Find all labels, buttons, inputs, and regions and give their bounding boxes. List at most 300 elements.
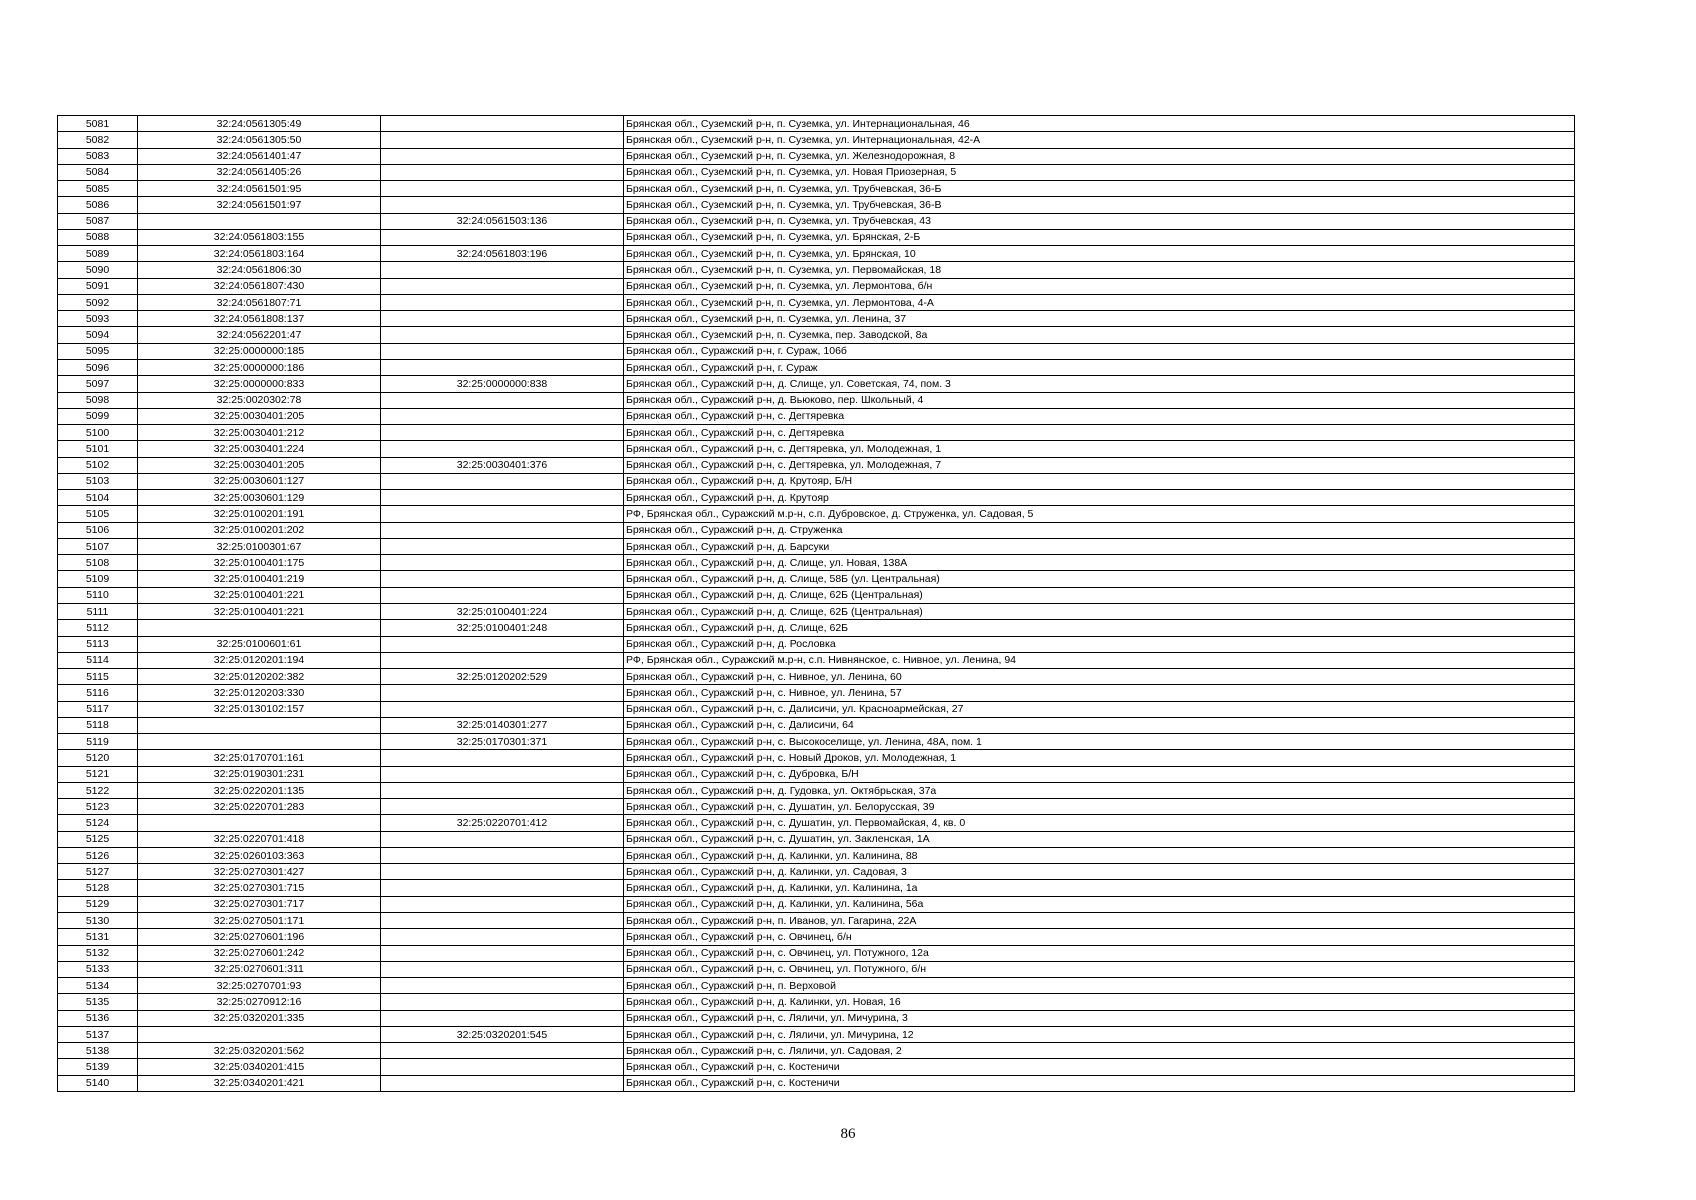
related-cadastral-number-cell [381,555,624,571]
related-cadastral-number-cell [381,197,624,213]
row-number-cell: 5126 [58,847,138,863]
row-number-cell: 5119 [58,734,138,750]
related-cadastral-number-cell [381,181,624,197]
address-cell: Брянская обл., Суземский р-н, п. Суземка, ул. Трубчевская, 36-Б [624,181,1575,197]
row-number-cell: 5113 [58,636,138,652]
cadastral-number-cell: 32:24:0561401:47 [138,148,381,164]
table-row [58,311,1575,327]
cadastral-number-cell: 32:24:0562201:47 [138,327,381,343]
related-cadastral-number-cell: 32:24:0561503:136 [381,213,624,229]
address-cell: Брянская обл., Суземский р-н, п. Суземка, ул. Лермонтова, б/н [624,278,1575,294]
address-cell: Брянская обл., Суражский р-н, д. Рословка [624,636,1575,652]
table-row [58,1059,1575,1075]
cadastral-number-cell: 32:24:0561803:164 [138,246,381,262]
table-row [58,555,1575,571]
cadastral-number-cell: 32:25:0320201:562 [138,1043,381,1059]
row-number-cell: 5122 [58,782,138,798]
address-cell: Брянская обл., Суражский р-н, д. Калинки, ул. Новая, 16 [624,994,1575,1010]
related-cadastral-number-cell [381,359,624,375]
address-cell: Брянская обл., Суражский р-н, с. Костеничи [624,1075,1575,1091]
table-row [58,343,1575,359]
cadastral-number-cell: 32:25:0190301:231 [138,766,381,782]
address-cell: Брянская обл., Суземский р-н, п. Суземка, ул. Первомайская, 18 [624,262,1575,278]
cadastral-number-cell: 32:25:0100301:67 [138,538,381,554]
address-cell: Брянская обл., Суражский р-н, д. Слище, ул. Советская, 74, пом. 3 [624,376,1575,392]
address-cell: Брянская обл., Суражский р-н, д. Крутояр [624,490,1575,506]
table-row [58,246,1575,262]
related-cadastral-number-cell [381,148,624,164]
address-cell: Брянская обл., Суземский р-н, п. Суземка, ул. Интернациональная, 46 [624,116,1575,132]
related-cadastral-number-cell [381,1043,624,1059]
cadastral-number-cell: 32:25:0100401:219 [138,571,381,587]
table-row [58,571,1575,587]
cadastral-number-cell: 32:25:0120203:330 [138,685,381,701]
table-row [58,473,1575,489]
cadastral-number-cell: 32:25:0120201:194 [138,652,381,668]
related-cadastral-number-cell: 32:25:0120202:529 [381,669,624,685]
table-row [58,522,1575,538]
cadastral-number-cell: 32:25:0170701:161 [138,750,381,766]
related-cadastral-number-cell: 32:25:0320201:545 [381,1026,624,1042]
row-number-cell: 5110 [58,587,138,603]
cadastral-number-cell [138,620,381,636]
row-number-cell: 5105 [58,506,138,522]
address-cell: Брянская обл., Суражский р-н, п. Иванов, ул. Гагарина, 22А [624,913,1575,929]
row-number-cell: 5115 [58,669,138,685]
address-cell: Брянская обл., Суражский р-н, д. Слище, 62Б (Центральная) [624,603,1575,619]
address-cell: Брянская обл., Суражский р-н, с. Душатин, ул. Первомайская, 4, кв. 0 [624,815,1575,831]
table-row [58,603,1575,619]
related-cadastral-number-cell [381,961,624,977]
row-number-cell: 5133 [58,961,138,977]
cadastral-number-cell: 32:25:0030401:205 [138,408,381,424]
related-cadastral-number-cell [381,685,624,701]
table-row [58,945,1575,961]
related-cadastral-number-cell: 32:25:0030401:376 [381,457,624,473]
related-cadastral-number-cell [381,652,624,668]
cadastral-number-cell [138,213,381,229]
row-number-cell: 5107 [58,538,138,554]
table-row [58,782,1575,798]
page-number: 86 [840,1126,856,1142]
related-cadastral-number-cell: 32:25:0000000:838 [381,376,624,392]
cadastral-number-cell: 32:25:0120202:382 [138,669,381,685]
address-cell: Брянская обл., Суземский р-н, п. Суземка, ул. Ленина, 37 [624,311,1575,327]
cadastral-number-cell: 32:25:0020302:78 [138,392,381,408]
table-row [58,717,1575,733]
table-row [58,831,1575,847]
row-number-cell: 5095 [58,343,138,359]
table-row [58,750,1575,766]
cadastral-number-cell: 32:25:0220201:135 [138,782,381,798]
table-row [58,278,1575,294]
related-cadastral-number-cell [381,538,624,554]
address-cell: Брянская обл., Суражский р-н, д. Барсуки [624,538,1575,554]
row-number-cell: 5104 [58,490,138,506]
row-number-cell: 5086 [58,197,138,213]
cadastral-number-cell: 32:25:0270601:196 [138,929,381,945]
related-cadastral-number-cell [381,766,624,782]
cadastral-number-cell: 32:25:0130102:157 [138,701,381,717]
related-cadastral-number-cell [381,782,624,798]
table-row [58,229,1575,245]
address-cell: Брянская обл., Суражский р-н, с. Дубровка, Б/Н [624,766,1575,782]
cadastral-number-cell: 32:25:0100201:191 [138,506,381,522]
table-row [58,734,1575,750]
related-cadastral-number-cell [381,327,624,343]
related-cadastral-number-cell [381,1075,624,1091]
table-row [58,132,1575,148]
row-number-cell: 5084 [58,164,138,180]
address-cell: Брянская обл., Суражский р-н, с. Дегтяревка, ул. Молодежная, 1 [624,441,1575,457]
table-row [58,262,1575,278]
related-cadastral-number-cell: 32:25:0100401:248 [381,620,624,636]
related-cadastral-number-cell [381,945,624,961]
cadastral-number-cell: 32:25:0100401:221 [138,603,381,619]
register-table-body [58,116,1575,1092]
related-cadastral-number-cell [381,441,624,457]
property-register-table [57,115,1575,1092]
address-cell: Брянская обл., Суражский р-н, с. Дегтяревка [624,408,1575,424]
table-row [58,294,1575,310]
row-number-cell: 5103 [58,473,138,489]
cadastral-number-cell: 32:25:0030401:205 [138,457,381,473]
row-number-cell: 5131 [58,929,138,945]
related-cadastral-number-cell [381,896,624,912]
related-cadastral-number-cell [381,522,624,538]
row-number-cell: 5087 [58,213,138,229]
cadastral-number-cell: 32:25:0100601:61 [138,636,381,652]
row-number-cell: 5138 [58,1043,138,1059]
row-number-cell: 5127 [58,864,138,880]
address-cell: Брянская обл., Суземский р-н, п. Суземка, ул. Трубчевская, 36-В [624,197,1575,213]
related-cadastral-number-cell [381,587,624,603]
row-number-cell: 5118 [58,717,138,733]
row-number-cell: 5128 [58,880,138,896]
related-cadastral-number-cell [381,799,624,815]
related-cadastral-number-cell [381,490,624,506]
address-cell: Брянская обл., Суражский р-н, с. Костеничи [624,1059,1575,1075]
row-number-cell: 5139 [58,1059,138,1075]
address-cell: Брянская обл., Суражский р-н, с. Новый Дроков, ул. Молодежная, 1 [624,750,1575,766]
cadastral-number-cell: 32:25:0030601:127 [138,473,381,489]
related-cadastral-number-cell [381,1010,624,1026]
related-cadastral-number-cell [381,864,624,880]
table-row [58,620,1575,636]
table-row [58,506,1575,522]
related-cadastral-number-cell [381,1059,624,1075]
cadastral-number-cell: 32:25:0220701:283 [138,799,381,815]
table-row [58,457,1575,473]
row-number-cell: 5082 [58,132,138,148]
related-cadastral-number-cell [381,636,624,652]
table-row [58,164,1575,180]
row-number-cell: 5140 [58,1075,138,1091]
table-row [58,425,1575,441]
address-cell: Брянская обл., Суражский р-н, с. Далисичи, ул. Красноармейская, 27 [624,701,1575,717]
row-number-cell: 5100 [58,425,138,441]
related-cadastral-number-cell [381,831,624,847]
table-row [58,929,1575,945]
row-number-cell: 5083 [58,148,138,164]
address-cell: Брянская обл., Суземский р-н, п. Суземка, пер. Заводской, 8а [624,327,1575,343]
cadastral-number-cell: 32:25:0100201:202 [138,522,381,538]
cadastral-number-cell: 32:25:0100401:175 [138,555,381,571]
row-number-cell: 5098 [58,392,138,408]
row-number-cell: 5111 [58,603,138,619]
table-row [58,799,1575,815]
cadastral-number-cell: 32:25:0030601:129 [138,490,381,506]
cadastral-number-cell: 32:24:0561807:430 [138,278,381,294]
row-number-cell: 5117 [58,701,138,717]
table-row [58,116,1575,132]
table-row [58,766,1575,782]
cadastral-number-cell: 32:24:0561501:97 [138,197,381,213]
table-row [58,864,1575,880]
cadastral-number-cell: 32:25:0260103:363 [138,847,381,863]
cadastral-number-cell: 32:24:0561808:137 [138,311,381,327]
cadastral-number-cell: 32:25:0030401:212 [138,425,381,441]
related-cadastral-number-cell [381,392,624,408]
cadastral-number-cell [138,815,381,831]
cadastral-number-cell: 32:24:0561806:30 [138,262,381,278]
cadastral-number-cell: 32:25:0030401:224 [138,441,381,457]
cadastral-number-cell [138,1026,381,1042]
table-row [58,587,1575,603]
related-cadastral-number-cell [381,311,624,327]
related-cadastral-number-cell [381,929,624,945]
address-cell: Брянская обл., Суземский р-н, п. Суземка, ул. Брянская, 2-Б [624,229,1575,245]
related-cadastral-number-cell [381,262,624,278]
related-cadastral-number-cell: 32:25:0140301:277 [381,717,624,733]
row-number-cell: 5106 [58,522,138,538]
row-number-cell: 5088 [58,229,138,245]
address-cell: Брянская обл., Суражский р-н, с. Овчинец, ул. Потужного, б/н [624,961,1575,977]
table-row [58,327,1575,343]
address-cell: Брянская обл., Суражский р-н, с. Ляличи, ул. Садовая, 2 [624,1043,1575,1059]
address-cell: Брянская обл., Суражский р-н, г. Сураж [624,359,1575,375]
table-row [58,652,1575,668]
address-cell: Брянская обл., Суземский р-н, п. Суземка, ул. Интернациональная, 42-А [624,132,1575,148]
address-cell: Брянская обл., Суражский р-н, с. Нивное, ул. Ленина, 60 [624,669,1575,685]
table-row [58,896,1575,912]
cadastral-number-cell: 32:24:0561305:50 [138,132,381,148]
table-row [58,392,1575,408]
row-number-cell: 5093 [58,311,138,327]
address-cell: Брянская обл., Суражский р-н, д. Калинки, ул. Садовая, 3 [624,864,1575,880]
table-row [58,538,1575,554]
row-number-cell: 5132 [58,945,138,961]
cadastral-number-cell [138,734,381,750]
address-cell: Брянская обл., Суражский р-н, д. Калинки, ул. Калинина, 56а [624,896,1575,912]
related-cadastral-number-cell [381,847,624,863]
related-cadastral-number-cell: 32:25:0220701:412 [381,815,624,831]
address-cell: Брянская обл., Суземский р-н, п. Суземка, ул. Брянская, 10 [624,246,1575,262]
table-row [58,701,1575,717]
table-row [58,1010,1575,1026]
address-cell: РФ, Брянская обл., Суражский м.р-н, с.п. Нивнянское, с. Нивное, ул. Ленина, 94 [624,652,1575,668]
related-cadastral-number-cell [381,750,624,766]
related-cadastral-number-cell: 32:25:0100401:224 [381,603,624,619]
table-row [58,669,1575,685]
cadastral-number-cell: 32:25:0000000:186 [138,359,381,375]
row-number-cell: 5114 [58,652,138,668]
related-cadastral-number-cell [381,294,624,310]
table-row [58,181,1575,197]
address-cell: Брянская обл., Суражский р-н, д. Калинки, ул. Калинина, 88 [624,847,1575,863]
address-cell: Брянская обл., Суражский р-н, с. Душатин, ул. Белорусская, 39 [624,799,1575,815]
row-number-cell: 5134 [58,978,138,994]
cadastral-number-cell: 32:24:0561807:71 [138,294,381,310]
table-row [58,148,1575,164]
cadastral-number-cell: 32:25:0340201:421 [138,1075,381,1091]
address-cell: Брянская обл., Суражский р-н, с. Овчинец, ул. Потужного, 12а [624,945,1575,961]
address-cell: Брянская обл., Суземский р-н, п. Суземка, ул. Трубчевская, 43 [624,213,1575,229]
table-row [58,961,1575,977]
row-number-cell: 5101 [58,441,138,457]
table-row [58,636,1575,652]
table-row [58,847,1575,863]
row-number-cell: 5109 [58,571,138,587]
address-cell: Брянская обл., Суражский р-н, с. Далисичи, 64 [624,717,1575,733]
cadastral-number-cell: 32:25:0270301:717 [138,896,381,912]
cadastral-number-cell: 32:24:0561305:49 [138,116,381,132]
related-cadastral-number-cell [381,506,624,522]
row-number-cell: 5129 [58,896,138,912]
table-row [58,978,1575,994]
address-cell: Брянская обл., Суражский р-н, с. Дегтяревка [624,425,1575,441]
related-cadastral-number-cell [381,994,624,1010]
address-cell: РФ, Брянская обл., Суражский м.р-н, с.п. Дубровское, д. Струженка, ул. Садовая, 5 [624,506,1575,522]
row-number-cell: 5136 [58,1010,138,1026]
cadastral-number-cell: 32:25:0270601:242 [138,945,381,961]
cadastral-number-cell: 32:25:0270601:311 [138,961,381,977]
related-cadastral-number-cell [381,132,624,148]
row-number-cell: 5085 [58,181,138,197]
address-cell: Брянская обл., Суземский р-н, п. Суземка, ул. Лермонтова, 4-А [624,294,1575,310]
row-number-cell: 5102 [58,457,138,473]
cadastral-number-cell: 32:25:0100401:221 [138,587,381,603]
cadastral-number-cell: 32:25:0340201:415 [138,1059,381,1075]
related-cadastral-number-cell [381,701,624,717]
related-cadastral-number-cell [381,913,624,929]
cadastral-number-cell: 32:25:0000000:185 [138,343,381,359]
table-row [58,490,1575,506]
address-cell: Брянская обл., Суражский р-н, с. Нивное, ул. Ленина, 57 [624,685,1575,701]
address-cell: Брянская обл., Суражский р-н, с. Высокоселище, ул. Ленина, 48А, пом. 1 [624,734,1575,750]
related-cadastral-number-cell [381,229,624,245]
row-number-cell: 5130 [58,913,138,929]
table-row [58,359,1575,375]
related-cadastral-number-cell [381,116,624,132]
row-number-cell: 5112 [58,620,138,636]
address-cell: Брянская обл., Суражский р-н, с. Овчинец, б/н [624,929,1575,945]
table-row [58,913,1575,929]
row-number-cell: 5097 [58,376,138,392]
row-number-cell: 5090 [58,262,138,278]
address-cell: Брянская обл., Суражский р-н, с. Ляличи, ул. Мичурина, 12 [624,1026,1575,1042]
address-cell: Брянская обл., Суражский р-н, д. Вьюково, пер. Школьный, 4 [624,392,1575,408]
row-number-cell: 5092 [58,294,138,310]
row-number-cell: 5137 [58,1026,138,1042]
address-cell: Брянская обл., Суражский р-н, с. Душатин, ул. Закленская, 1А [624,831,1575,847]
related-cadastral-number-cell: 32:24:0561803:196 [381,246,624,262]
cadastral-number-cell: 32:25:0000000:833 [138,376,381,392]
cadastral-number-cell: 32:25:0270301:427 [138,864,381,880]
address-cell: Брянская обл., Суражский р-н, г. Сураж, 106б [624,343,1575,359]
row-number-cell: 5135 [58,994,138,1010]
table-row [58,408,1575,424]
row-number-cell: 5089 [58,246,138,262]
cadastral-number-cell: 32:25:0320201:335 [138,1010,381,1026]
row-number-cell: 5123 [58,799,138,815]
address-cell: Брянская обл., Суражский р-н, д. Гудовка, ул. Октябрьская, 37а [624,782,1575,798]
address-cell: Брянская обл., Суражский р-н, п. Верховой [624,978,1575,994]
cadastral-number-cell: 32:25:0270301:715 [138,880,381,896]
cadastral-number-cell: 32:24:0561405:26 [138,164,381,180]
cadastral-number-cell: 32:25:0220701:418 [138,831,381,847]
address-cell: Брянская обл., Суражский р-н, д. Калинки, ул. Калинина, 1а [624,880,1575,896]
table-row [58,213,1575,229]
related-cadastral-number-cell [381,571,624,587]
related-cadastral-number-cell [381,425,624,441]
address-cell: Брянская обл., Суражский р-н, с. Дегтяревка, ул. Молодежная, 7 [624,457,1575,473]
address-cell: Брянская обл., Суражский р-н, с. Ляличи, ул. Мичурина, 3 [624,1010,1575,1026]
related-cadastral-number-cell [381,278,624,294]
table-row [58,1043,1575,1059]
row-number-cell: 5099 [58,408,138,424]
address-cell: Брянская обл., Суражский р-н, д. Струженка [624,522,1575,538]
row-number-cell: 5091 [58,278,138,294]
cadastral-number-cell: 32:24:0561501:95 [138,181,381,197]
address-cell: Брянская обл., Суземский р-н, п. Суземка, ул. Железнодорожная, 8 [624,148,1575,164]
address-cell: Брянская обл., Суземский р-н, п. Суземка, ул. Новая Приозерная, 5 [624,164,1575,180]
related-cadastral-number-cell [381,880,624,896]
address-cell: Брянская обл., Суражский р-н, д. Слище, 62Б (Центральная) [624,587,1575,603]
table-row [58,685,1575,701]
row-number-cell: 5081 [58,116,138,132]
row-number-cell: 5094 [58,327,138,343]
address-cell: Брянская обл., Суражский р-н, д. Крутояр, Б/Н [624,473,1575,489]
table-row [58,441,1575,457]
row-number-cell: 5108 [58,555,138,571]
table-row [58,376,1575,392]
related-cadastral-number-cell [381,473,624,489]
related-cadastral-number-cell [381,978,624,994]
table-row [58,1075,1575,1091]
table-row [58,1026,1575,1042]
row-number-cell: 5121 [58,766,138,782]
table-row [58,197,1575,213]
cadastral-number-cell: 32:25:0270912:16 [138,994,381,1010]
row-number-cell: 5096 [58,359,138,375]
cadastral-number-cell: 32:25:0270701:93 [138,978,381,994]
related-cadastral-number-cell [381,408,624,424]
related-cadastral-number-cell [381,343,624,359]
related-cadastral-number-cell [381,164,624,180]
cadastral-number-cell: 32:24:0561803:155 [138,229,381,245]
address-cell: Брянская обл., Суражский р-н, д. Слище, 62Б [624,620,1575,636]
related-cadastral-number-cell: 32:25:0170301:371 [381,734,624,750]
table-row [58,880,1575,896]
cadastral-number-cell [138,717,381,733]
address-cell: Брянская обл., Суражский р-н, д. Слище, 58Б (ул. Центральная) [624,571,1575,587]
address-cell: Брянская обл., Суражский р-н, д. Слище, ул. Новая, 138А [624,555,1575,571]
row-number-cell: 5124 [58,815,138,831]
row-number-cell: 5116 [58,685,138,701]
table-row [58,815,1575,831]
cadastral-number-cell: 32:25:0270501:171 [138,913,381,929]
